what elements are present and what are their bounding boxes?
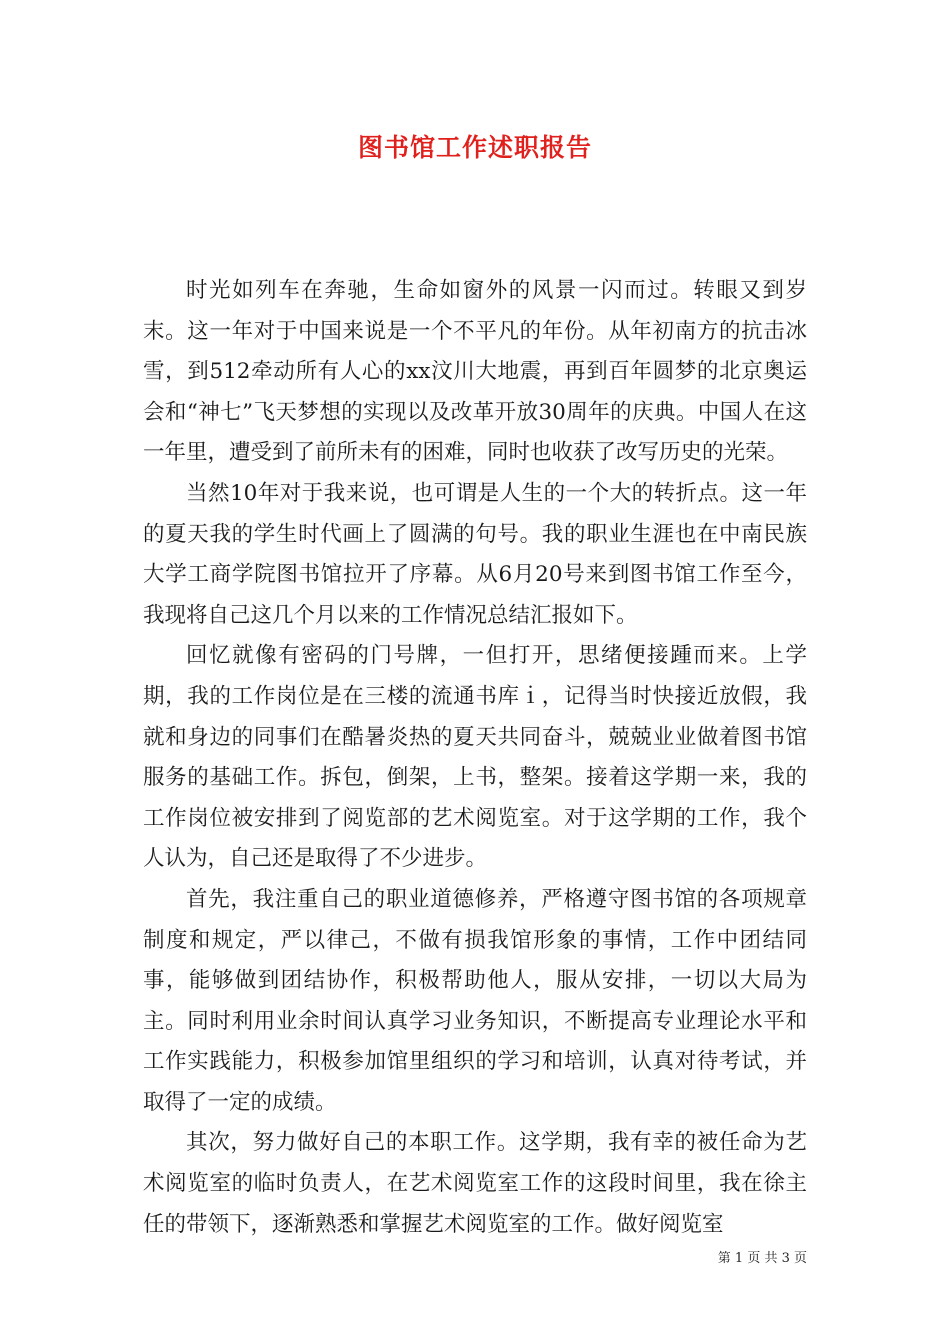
paragraph-1: 时光如列车在奔驰，生命如窗外的风景一闪而过。转眼又到岁末。这一年对于中国来说是一个不平凡的年份。从年初南方的抗击冰雪，到512牵动所有人心的xx汶川大地震，再到百年圆梦的北京奥运会和“神七”飞天梦想的实现以及改革开放30周年的庆典。中国人在这一年里，遭受到了前所未有的困难，同时也收获了改写历史的光荣。 (143, 278, 807, 466)
paragraph-5: 其次，努力做好自己的本职工作。这学期，我有幸的被任命为艺术阅览室的临时负责人，在艺术阅览室工作的这段时间里，我在徐主任的带领下，逐渐熟悉和掌握艺术阅览室的工作。做好阅览室 (143, 1130, 807, 1237)
paragraph-3: 回忆就像有密码的门号牌，一但打开，思绪便接踵而来。上学期，我的工作岗位是在三楼的流通书库ｉ，记得当时快接近放假，我就和身边的同事们在酷暑炎热的夏天共同奋斗，兢兢业业做着图书馆服务的基础工作。拆包，倒架，上书，整架。接着这学期一来，我的工作岗位被安排到了阅览部的艺术阅览室。对于这学期的工作，我个人认为，自己还是取得了不少进步。 (143, 643, 807, 872)
document-body (143, 271, 807, 1245)
page-number-footer: 第 1 页 共 3 页 (717, 1251, 807, 1266)
paragraph-2: 当然10年对于我来说，也可谓是人生的一个大的转折点。这一年的夏天我的学生时代画上了圆满的句号。我的职业生涯也在中南民族大学工商学院图书馆拉开了序幕。从6月20号来到图书馆工作至今，我现将自己这几个月以来的工作情况总结汇报如下。 (143, 480, 807, 628)
paragraph-4: 首先，我注重自己的职业道德修养，严格遵守图书馆的各项规章制度和规定，严以律己，不做有损我馆形象的事情，工作中团结同事，能够做到团结协作，积极帮助他人，服从安排，一切以大局为主。同时利用业余时间认真学习业务知识，不断提高专业理论水平和工作实践能力，积极参加馆里组织的学习和培训，认真对待考试，并取得了一定的成绩。 (143, 886, 807, 1115)
document-title: 图书馆工作述职报告 (357, 133, 592, 162)
